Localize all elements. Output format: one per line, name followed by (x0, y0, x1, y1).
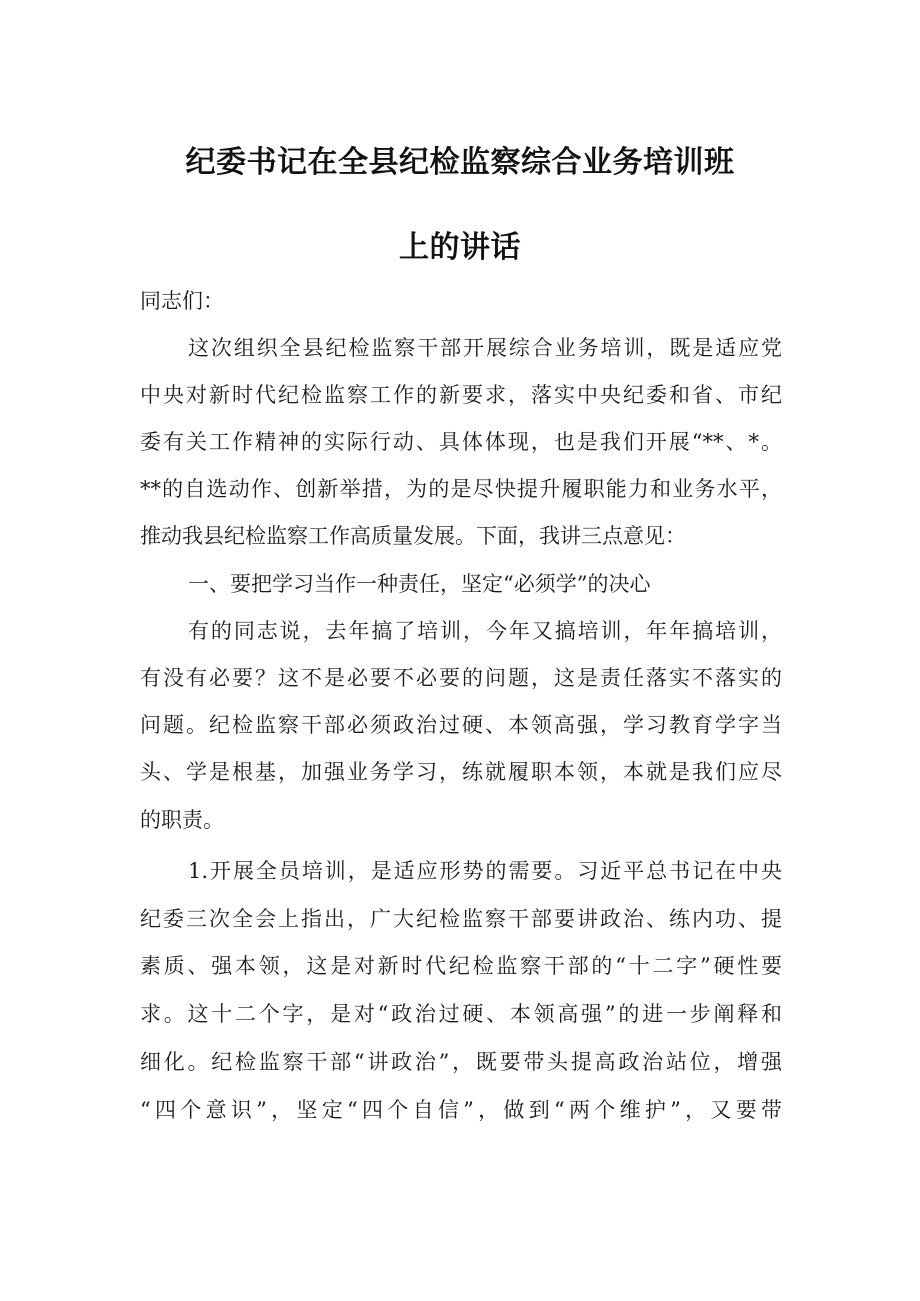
body-line: 有的同志说，去年搞了培训，今年又搞培训，年年搞培训， (188, 619, 782, 643)
body-line: 有没有必要？这不是必要不必要的问题，这是责任落实不落实的 (140, 666, 782, 690)
body-line: 头、学是根基，加强业务学习，练就履职本领，本就是我们应尽 (140, 760, 782, 784)
body-line: 推动我县纪检监察工作高质量发展。下面，我讲三点意见： (140, 524, 686, 548)
body-line: 纪委三次全会上指出，广大纪检监察干部要讲政治、练内功、提 (140, 907, 782, 931)
body-line: 这次组织全县纪检监察干部开展综合业务培训，既是适应党 (188, 336, 782, 360)
body-line: 求。这十二个字，是对“政治过硬、本领高强”的进一步阐释和 (140, 1002, 782, 1026)
body-line: 委有关工作精神的实际行动、具体体现，也是我们开展“**、*。 (140, 430, 782, 454)
body-line: 素质、强本领，这是对新时代纪检监察干部的“十二字”硬性要 (140, 954, 782, 978)
subsection-line: 1.开展全员培训，是适应形势的需要。习近平总书记在中央 (188, 859, 782, 883)
body-line: 中央对新时代纪检监察工作的新要求，落实中央纪委和省、市纪 (140, 383, 782, 407)
body-line: **的自选动作、创新举措，为的是尽快提升履职能力和业务水平， (140, 477, 782, 501)
salutation: 同志们： (140, 289, 224, 313)
body-line: 问题。纪检监察干部必须政治过硬、本领高强，学习教育学字当 (140, 713, 782, 737)
body-line: “四个意识”，坚定“四个自信”，做到“两个维护”，又要带 (140, 1098, 782, 1122)
body-line: 的职责。 (140, 808, 224, 832)
document-title-line-1: 纪委书记在全县纪检监察综合业务培训班 (185, 145, 735, 180)
document-title-line-2: 上的讲话 (399, 230, 521, 265)
body-line: 细化。纪检监察干部“讲政治”，既要带头提高政治站位，增强 (140, 1050, 782, 1074)
section-heading: 一、要把学习当作一种责任，坚定“必须学”的决心 (188, 572, 651, 596)
